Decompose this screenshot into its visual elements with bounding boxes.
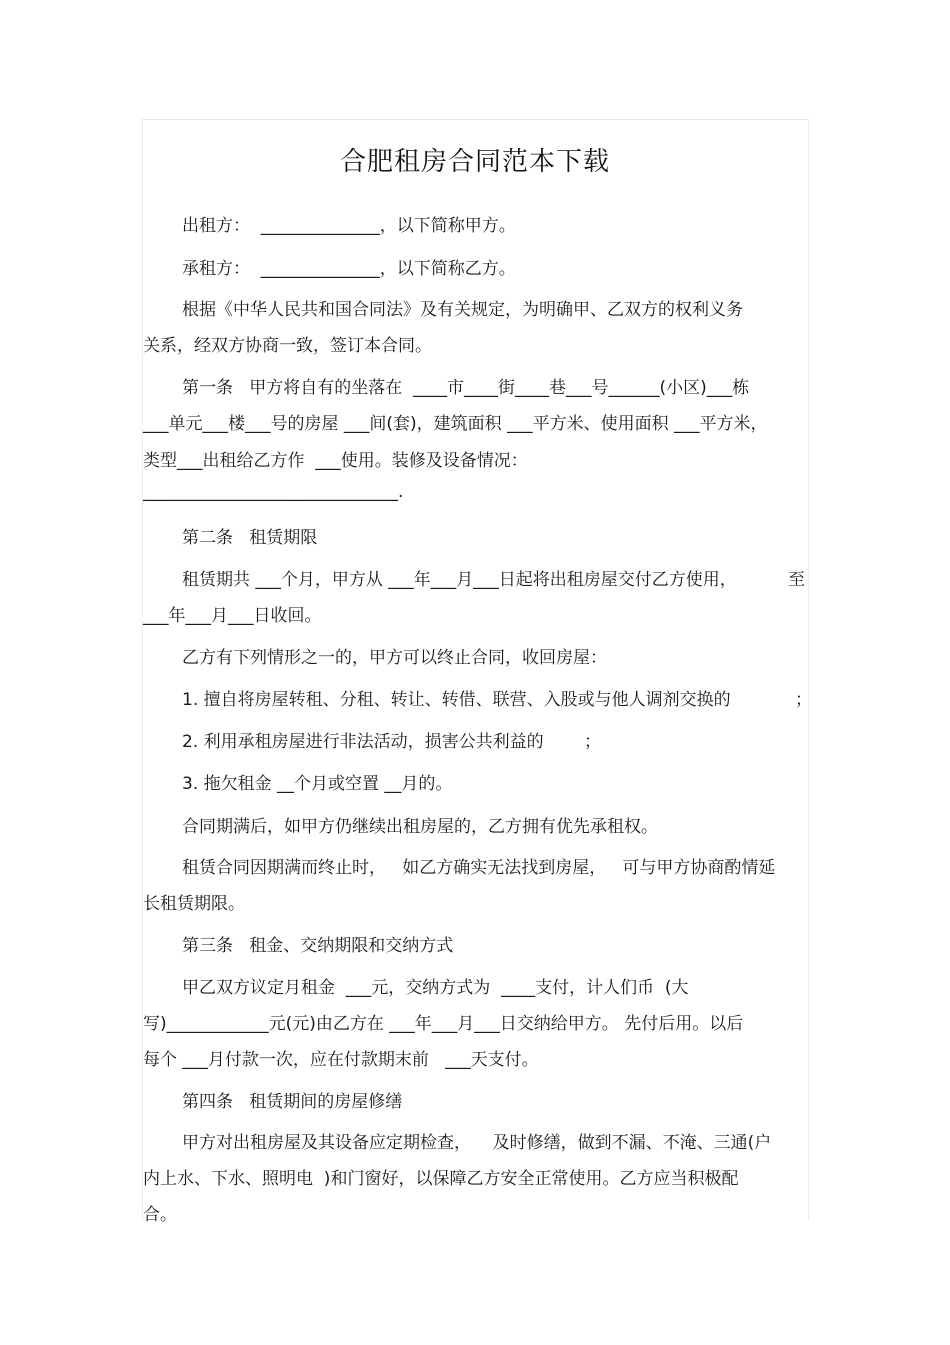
lessor-line: 出租方： ______________，以下简称甲方。	[182, 216, 516, 236]
termination-intro: 乙方有下列情形之一的，甲方可以终止合同，收回房屋：	[182, 648, 607, 668]
renewal-priority: 合同期满后，如甲方仍继续出租房屋的，乙方拥有优先承租权。	[182, 817, 658, 837]
article-1-line-3: 类型___出租给乙方作 ___使用。装修及设备情况：	[143, 451, 528, 471]
article-4-line-2: 内上水、下水、照明电 )和门窗好，以保障乙方安全正常使用。乙方应当积极配	[143, 1169, 739, 1189]
article-3-line-2: 写)____________元(元)由乙方在 ___年___月___日交纳给甲方。 先付后用。以后	[143, 1014, 744, 1034]
article-1-line-2: ___单元___楼___号的房屋 ___间(套)，建筑面积 ___平方米、使用面积 ___平方米，	[143, 414, 768, 434]
article-3-line-1: 甲乙双方议定月租金 ___元，交纳方式为 ____支付，计人们币 (大	[182, 978, 689, 998]
article-4-line-1: 甲方对出租房屋及其设备应定期检查， 及时修缮，做到不漏、不淹、三通(户	[182, 1133, 772, 1153]
article-2-line-1-end: 至	[788, 570, 805, 590]
article-2-heading: 第二条 租赁期限	[182, 528, 318, 548]
preamble-line-2: 关系，经双方协商一致，签订本合同。	[143, 336, 432, 356]
article-4-line-3: 合。	[143, 1205, 177, 1225]
termination-item-2-end: ；	[584, 732, 601, 752]
preamble-line-1: 根据《中华人民共和国合同法》及有关规定，为明确甲、乙双方的权利义务	[182, 300, 743, 320]
termination-item-1: 1. 擅自将房屋转租、分租、转让、转借、联营、入股或与他人调剂交换的	[182, 690, 731, 710]
article-1-line-1: 第一条 甲方将自有的坐落在 ____市____街____巷___号______(小区)___栋	[182, 378, 750, 398]
article-1-line-4: ______________________________.	[143, 482, 404, 502]
article-3-line-3: 每个 ___月付款一次，应在付款期末前 ___天支付。	[143, 1050, 539, 1070]
termination-item-2: 2. 利用承租房屋进行非法活动，损害公共利益的	[182, 732, 544, 752]
article-4-heading: 第四条 租赁期间的房屋修缮	[182, 1092, 403, 1112]
extension-line-2: 长租赁期限。	[143, 894, 245, 914]
article-2-line-2: ___年___月___日收回。	[143, 606, 322, 626]
article-2-line-1: 租赁期共 ___个月，甲方从 ___年___月___日起将出租房屋交付乙方使用，	[182, 570, 737, 590]
termination-item-1-end: ；	[795, 690, 812, 710]
article-3-heading: 第三条 租金、交纳期限和交纳方式	[182, 936, 454, 956]
document-title: 合肥租房合同范本下载	[339, 147, 610, 177]
lessee-line: 承租方： ______________，以下简称乙方。	[182, 259, 516, 279]
termination-item-3: 3. 拖欠租金 __个月或空置 __月的。	[182, 774, 453, 794]
extension-line-1: 租赁合同因期满而终止时， 如乙方确实无法找到房屋， 可与甲方协商酌情延	[182, 858, 776, 878]
